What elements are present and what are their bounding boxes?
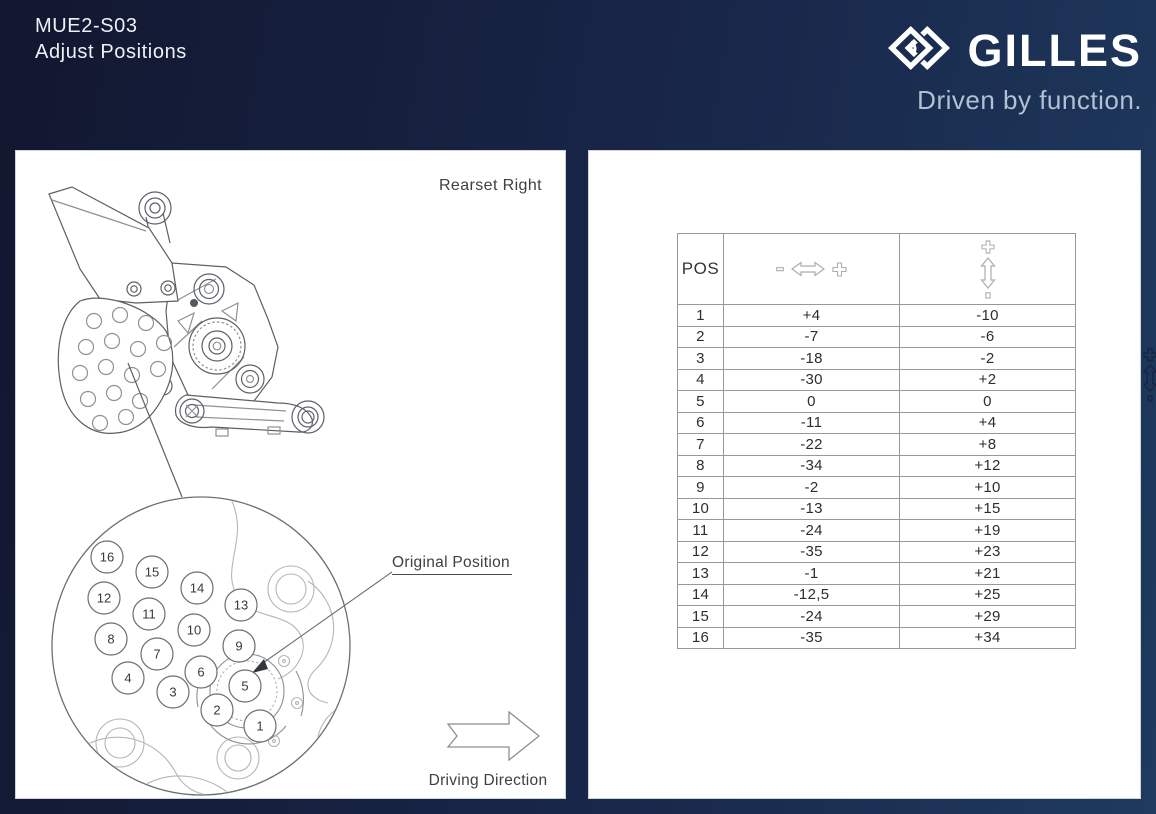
cell-pos: 12 [678, 541, 724, 563]
positions-table [677, 233, 1076, 649]
svg-text:6: 6 [197, 664, 205, 680]
cell-horizontal: -11 [724, 412, 900, 434]
detail-circle [52, 497, 392, 798]
table-row [678, 498, 1076, 520]
svg-text:9: 9 [235, 638, 243, 654]
cell-horizontal: -18 [724, 348, 900, 370]
plus-icon [832, 262, 847, 277]
cell-pos: 8 [678, 455, 724, 477]
cell-vertical: -6 [900, 326, 1076, 348]
cell-horizontal: +4 [724, 305, 900, 327]
position-marker [201, 694, 233, 726]
position-marker [91, 541, 123, 573]
original-position-label: Original Position [392, 554, 512, 575]
cell-horizontal: -1 [724, 563, 900, 585]
position-marker [133, 598, 165, 630]
cell-vertical: +15 [900, 498, 1076, 520]
position-marker [136, 556, 168, 588]
cell-pos: 14 [678, 584, 724, 606]
svg-text:4: 4 [124, 670, 132, 686]
title-line-2: Adjust Positions [35, 41, 187, 63]
table-row [678, 627, 1076, 649]
cell-pos: 5 [678, 391, 724, 413]
cell-vertical: +25 [900, 584, 1076, 606]
table-row [678, 520, 1076, 542]
table-row [678, 584, 1076, 606]
cell-horizontal: -35 [724, 541, 900, 563]
vertical-adjust-header [900, 234, 1076, 305]
table-row [678, 434, 1076, 456]
cell-horizontal: 0 [724, 391, 900, 413]
position-marker [223, 630, 255, 662]
cell-horizontal: -24 [724, 606, 900, 628]
cell-horizontal: -24 [724, 520, 900, 542]
gilles-logo-icon [883, 22, 955, 79]
table-row [678, 606, 1076, 628]
cell-pos: 13 [678, 563, 724, 585]
position-marker [141, 638, 173, 670]
cell-vertical: 0 [900, 391, 1076, 413]
cell-horizontal: -34 [724, 455, 900, 477]
plus-icon [981, 240, 995, 254]
driving-direction-arrow-icon [448, 712, 539, 760]
horizontal-double-arrow-icon [791, 261, 825, 277]
cell-pos: 7 [678, 434, 724, 456]
cell-pos: 15 [678, 606, 724, 628]
cell-horizontal: -12,5 [724, 584, 900, 606]
position-marker [185, 656, 217, 688]
position-marker [95, 623, 127, 655]
cell-vertical: -10 [900, 305, 1076, 327]
table-row [678, 348, 1076, 370]
svg-text:16: 16 [99, 549, 115, 565]
cell-pos: 3 [678, 348, 724, 370]
cell-horizontal: -35 [724, 627, 900, 649]
svg-text:15: 15 [144, 564, 160, 580]
cell-horizontal: -13 [724, 498, 900, 520]
rearset-drawing [16, 151, 565, 798]
cell-horizontal: -7 [724, 326, 900, 348]
position-marker [88, 582, 120, 614]
position-marker [244, 710, 276, 742]
svg-text:11: 11 [142, 606, 156, 622]
cell-vertical: +29 [900, 606, 1076, 628]
cell-pos: 4 [678, 369, 724, 391]
table-row [678, 326, 1076, 348]
cell-vertical: +12 [900, 455, 1076, 477]
minus-icon [985, 292, 991, 299]
cell-horizontal: -30 [724, 369, 900, 391]
table-row [678, 391, 1076, 413]
cell-vertical: +10 [900, 477, 1076, 499]
cell-vertical: -2 [900, 348, 1076, 370]
svg-text:12: 12 [96, 590, 112, 606]
svg-text:8: 8 [107, 631, 115, 647]
vertical-adjust-icon-faint [1143, 348, 1156, 404]
cell-vertical: +19 [900, 520, 1076, 542]
cell-vertical: +4 [900, 412, 1076, 434]
cell-pos: 16 [678, 627, 724, 649]
svg-text:1: 1 [256, 718, 264, 734]
cell-vertical: +23 [900, 541, 1076, 563]
minus-icon [776, 267, 784, 272]
cell-pos: 11 [678, 520, 724, 542]
cell-vertical: +21 [900, 563, 1076, 585]
driving-direction-label: Driving Direction [428, 772, 548, 789]
vertical-double-arrow-icon [980, 257, 996, 289]
cell-pos: 10 [678, 498, 724, 520]
brand-name: GILLES [967, 24, 1142, 76]
pos-header: POS [681, 259, 720, 278]
brand-block [883, 22, 1142, 116]
rearset-caption: Rearset Right [438, 177, 542, 194]
cell-pos: 2 [678, 326, 724, 348]
title-line-1: MUE2-S03 [35, 15, 138, 37]
position-marker [225, 589, 257, 621]
svg-text:3: 3 [169, 684, 177, 700]
svg-text:2: 2 [213, 702, 221, 718]
position-marker [112, 662, 144, 694]
svg-text:10: 10 [186, 622, 202, 638]
cell-pos: 9 [678, 477, 724, 499]
table-panel [588, 150, 1141, 799]
svg-text:5: 5 [241, 678, 249, 694]
position-marker [181, 572, 213, 604]
table-row [678, 541, 1076, 563]
cell-vertical: +8 [900, 434, 1076, 456]
cell-pos: 1 [678, 305, 724, 327]
svg-text:13: 13 [233, 597, 249, 613]
cell-vertical: +2 [900, 369, 1076, 391]
table-row [678, 305, 1076, 327]
drawing-panel [15, 150, 566, 799]
horizontal-adjust-header [724, 234, 900, 305]
table-row [678, 455, 1076, 477]
svg-text:14: 14 [189, 580, 205, 596]
brand-tagline: Driven by function. [917, 85, 1142, 115]
position-marker [157, 676, 189, 708]
table-row [678, 563, 1076, 585]
table-header-row [678, 234, 1076, 305]
table-row [678, 369, 1076, 391]
cell-horizontal: -2 [724, 477, 900, 499]
cell-vertical: +34 [900, 627, 1076, 649]
cell-pos: 6 [678, 412, 724, 434]
position-marker [229, 670, 261, 702]
cell-horizontal: -22 [724, 434, 900, 456]
page-title [35, 13, 187, 65]
position-marker [178, 614, 210, 646]
table-row [678, 412, 1076, 434]
svg-text:7: 7 [153, 646, 161, 662]
table-row [678, 477, 1076, 499]
